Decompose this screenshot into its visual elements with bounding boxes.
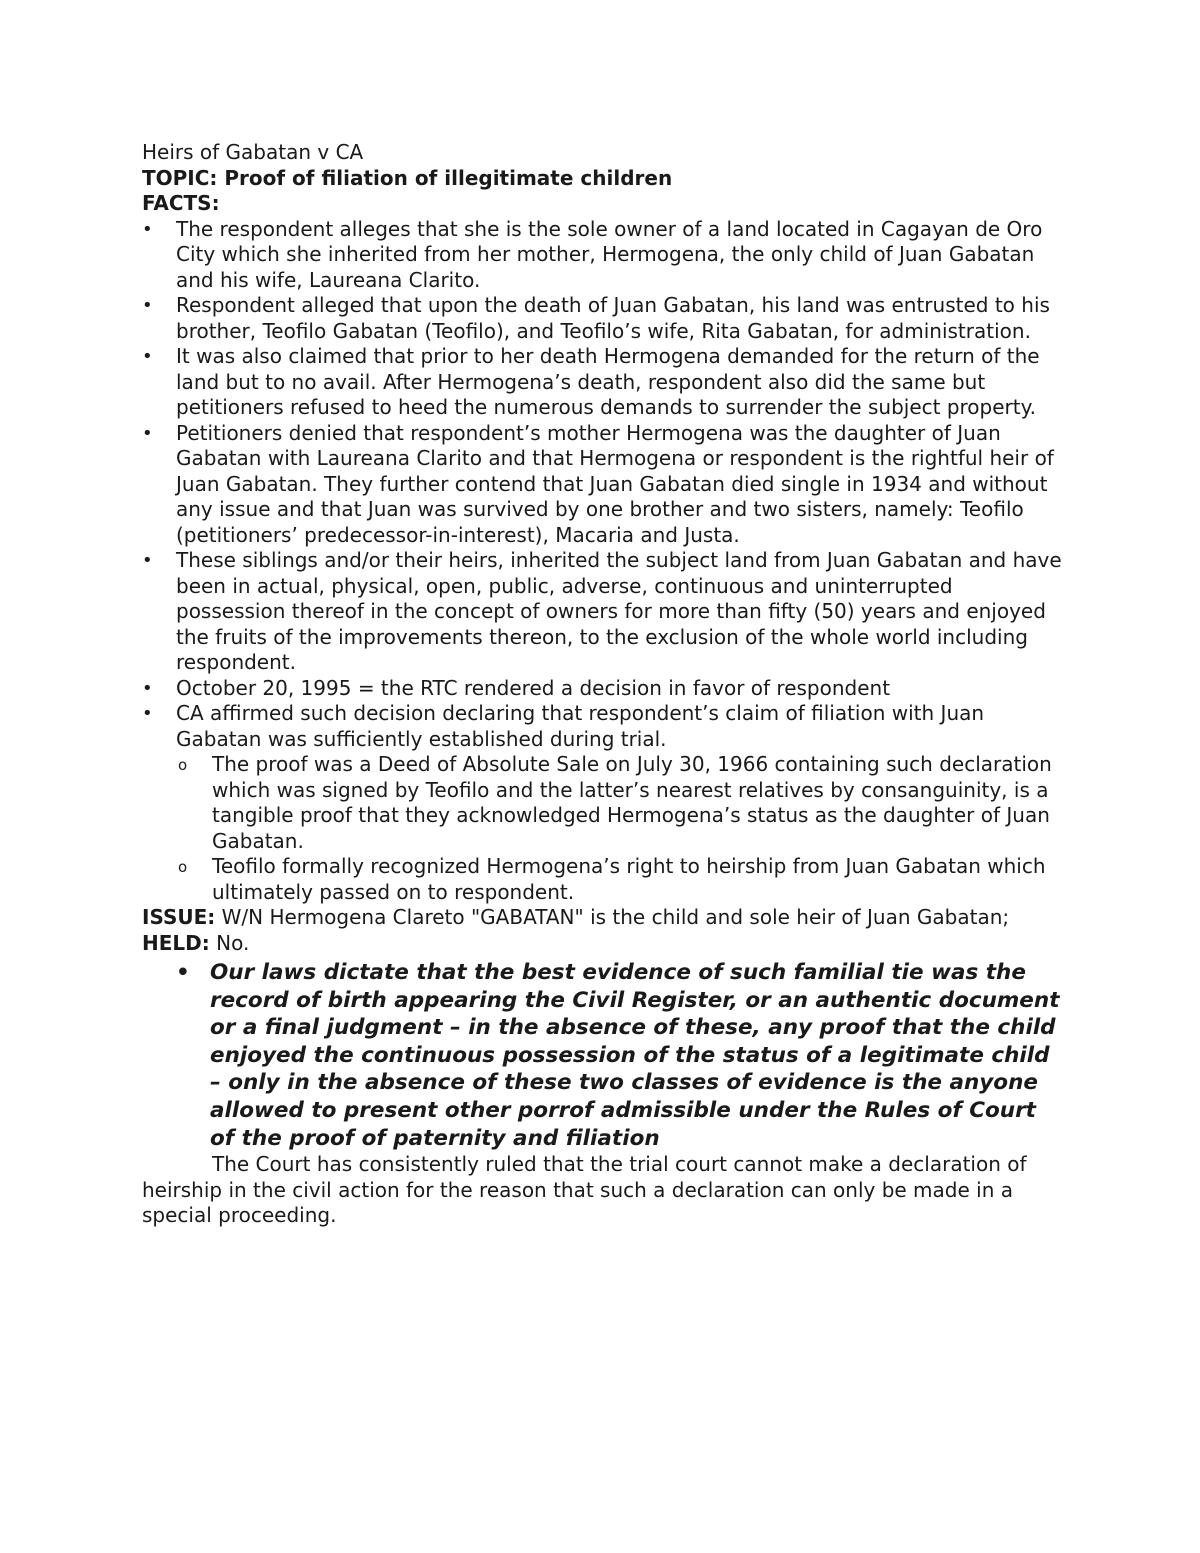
fact-item: [142, 676, 1062, 702]
fact-item: [142, 548, 1062, 676]
sub-fact-item: [176, 854, 1062, 905]
bullet-icon: •: [142, 703, 153, 724]
issue-text: W/N Hermogena Clareto "GABATAN" is the child and sole heir of Juan Gabatan;: [215, 905, 1010, 929]
fact-text: CA affirmed such decision declaring that respondent’s claim of filiation with Juan Gabatan was sufficiently established during trial.: [176, 701, 985, 751]
held-emphasis-text: Our laws dictate that the best evidence of such familial tie was the record of birth appearing the Civil Register, or an authentic document or a final judgment – in the absence of these, any proof that the child enjoyed the continuous possession of the status of a legitimate child – only in the absence of these two classes of evidence is the anyone allowed to present other porrof admissible under the Rules of Court of the proof of paternity and filiation: [210, 960, 1060, 1151]
fact-text: Petitioners denied that respondent’s mother Hermogena was the daughter of Juan Gabatan with Laureana Clarito and that Hermogena or respondent is the rightful heir of Juan Gabatan. They further contend that Juan Gabatan died single in 1934 and without any issue and that Juan was survived by one brother and two sisters, namely: Teofilo (petitioners’ predecessor-in-interest), Macaria and Justa.: [176, 420, 1054, 547]
fact-item: [142, 217, 1062, 294]
fact-item: [142, 293, 1062, 344]
held-paragraph: [142, 931, 1062, 957]
bullet-icon: •: [142, 346, 153, 367]
facts-list: [142, 217, 1062, 906]
sub-facts-list: [176, 752, 1062, 905]
fact-text: The respondent alleges that she is the sole owner of a land located in Cagayan de Oro City which she inherited from her mother, Hermogena, the only child of Juan Gabatan and his wife, Laureana Clarito.: [176, 216, 1043, 292]
issue-paragraph: [142, 905, 1062, 931]
bullet-icon: •: [142, 422, 153, 444]
issue-label: ISSUE:: [142, 905, 216, 929]
bullet-icon: •: [142, 677, 153, 699]
bullet-icon: •: [142, 295, 153, 316]
held-text: No.: [209, 930, 250, 955]
fact-item: [142, 701, 1062, 905]
sub-fact-item: [176, 752, 1062, 854]
facts-heading: FACTS:: [142, 191, 220, 215]
circle-bullet-icon: o: [178, 756, 188, 774]
bullet-icon: •: [142, 218, 153, 240]
bullet-icon: •: [142, 550, 153, 571]
fact-item: [142, 421, 1062, 549]
fact-text: These siblings and/or their heirs, inherited the subject land from Juan Gabatan and have been in actual, physical, open, public, adverse, continuous and uninterrupted possession thereof in the concept of owners for more than fifty (50) years and enjoyed the fruits of the improvements thereon, to the exclusion of the whole world including respondent.: [176, 548, 1062, 674]
fact-text: October 20, 1995 = the RTC rendered a decision in favor of respondent: [176, 675, 891, 700]
sub-fact-text: The proof was a Deed of Absolute Sale on July 30, 1966 containing such declaration which was signed by Teofilo and the latter’s nearest relatives by consanguinity, is a tangible proof that they acknowledged Hermogena’s status as the daughter of Juan Gabatan.: [212, 752, 1052, 853]
fact-text: It was also claimed that prior to her death Hermogena demanded for the return of the land but to no avail. After Hermogena’s death, respondent also did the same but petitioners refused to heed the numerous demands to surrender the subject property.: [176, 344, 1040, 419]
fact-item: [142, 344, 1062, 421]
document-page: [142, 140, 1062, 1229]
fact-text: Respondent alleged that upon the death of Juan Gabatan, his land was entrusted to his brother, Teofilo Gabatan (Teofilo), and Teofilo’s wife, Rita Gabatan, for administration.: [176, 293, 1050, 343]
held-label: HELD:: [142, 930, 210, 955]
held-emphasis-item: [142, 959, 1062, 1152]
topic-heading: TOPIC: Proof of filiation of illegitimate children: [142, 165, 673, 190]
closing-paragraph: The Court has consistently ruled that the trial court cannot make a declaration of heirship in the civil action for the reason that such a declaration can only be made in a special proceeding.: [142, 1152, 1027, 1228]
sub-fact-text: Teofilo formally recognized Hermogena’s right to heirship from Juan Gabatan which ultimately passed on to respondent.: [212, 854, 1046, 904]
circle-bullet-icon: o: [178, 858, 188, 876]
bullet-icon: •: [176, 960, 190, 985]
document-title: Heirs of Gabatan v CA: [142, 140, 364, 164]
